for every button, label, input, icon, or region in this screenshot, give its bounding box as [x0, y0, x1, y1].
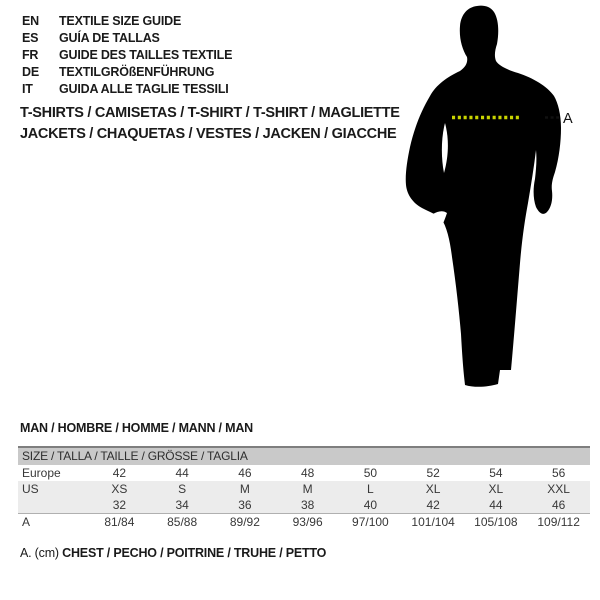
section-title-man: MAN / HOMBRE / HOMME / MANN / MAN [20, 421, 253, 435]
table-cell: 46 [238, 466, 252, 480]
table-cell: 89/92 [229, 515, 260, 529]
language-row [22, 81, 232, 98]
table-cell: 105/108 [474, 515, 518, 529]
man-silhouette [406, 6, 561, 387]
footnote-text: CHEST / PECHO / POITRINE / TRUHE / PETTO [62, 546, 327, 560]
table-cell: 38 [300, 498, 315, 512]
table-cell: M [239, 482, 250, 496]
measurement-footnote [20, 546, 326, 560]
language-code: IT [22, 82, 33, 96]
table-row-us-numeric [18, 497, 590, 513]
language-code: DE [22, 65, 39, 79]
table-cell: 97/100 [352, 515, 389, 529]
language-title: GUIDA ALLE TAGLIE TESSILI [59, 82, 229, 96]
language-title-list [22, 13, 232, 98]
row-label: Europe [22, 466, 61, 480]
measure-label-a: A [563, 111, 573, 127]
table-cell: L [367, 482, 374, 496]
table-cell: 52 [426, 466, 440, 480]
table-cell: 40 [363, 498, 378, 512]
category-line-jackets: JACKETS / CHAQUETAS / VESTES / JACKEN / GIACCHE [20, 126, 397, 142]
table-cell: 50 [363, 466, 378, 480]
row-label: US [22, 482, 39, 496]
table-cell: 56 [551, 466, 566, 480]
table-row-europe [18, 465, 590, 481]
language-title: GUÍA DE TALLAS [59, 31, 160, 45]
size-table [18, 446, 590, 530]
table-cell: 42 [112, 466, 127, 480]
row-label: A [22, 515, 31, 529]
table-cell: 44 [175, 466, 189, 480]
table-cell: 81/84 [104, 515, 135, 529]
table-cell: XXL [547, 482, 570, 496]
table-cell: M [302, 482, 313, 496]
table-cell: 101/104 [411, 515, 455, 529]
language-title: TEXTILGRÖßENFÜHRUNG [59, 65, 215, 79]
language-title: GUIDE DES TAILLES TEXTILE [59, 48, 233, 62]
language-code: ES [22, 31, 39, 45]
size-table-header: SIZE / TALLA / TAILLE / GRÖSSE / TAGLIA [18, 446, 590, 465]
language-title: TEXTILE SIZE GUIDE [59, 14, 182, 28]
table-cell: 32 [112, 498, 127, 512]
table-cell: 44 [489, 498, 503, 512]
table-row-chest-a [18, 513, 590, 530]
man-silhouette-figure [400, 0, 600, 400]
table-cell: 109/112 [537, 515, 580, 529]
footnote-prefix: A. (cm) [20, 546, 59, 560]
table-cell: XL [425, 482, 441, 496]
table-cell: 42 [426, 498, 440, 512]
language-row [22, 30, 232, 47]
garment-category-lines [20, 103, 400, 145]
language-row [22, 13, 232, 30]
category-line-tshirts: T-SHIRTS / CAMISETAS / T-SHIRT / T-SHIRT / MAGLIETTE [20, 105, 400, 121]
table-cell: 36 [238, 498, 252, 512]
table-cell: 46 [551, 498, 566, 512]
table-row-us [18, 481, 590, 497]
table-cell: 34 [175, 498, 189, 512]
language-code: EN [22, 14, 39, 28]
table-cell: XL [488, 482, 504, 496]
table-cell: 54 [489, 466, 503, 480]
table-cell: 93/96 [292, 515, 323, 529]
table-cell: 48 [300, 466, 315, 480]
language-code: FR [22, 48, 39, 62]
table-cell: S [178, 482, 187, 496]
language-row [22, 47, 232, 64]
language-row [22, 64, 232, 81]
table-cell: 85/88 [167, 515, 198, 529]
table-cell: XS [111, 482, 128, 496]
